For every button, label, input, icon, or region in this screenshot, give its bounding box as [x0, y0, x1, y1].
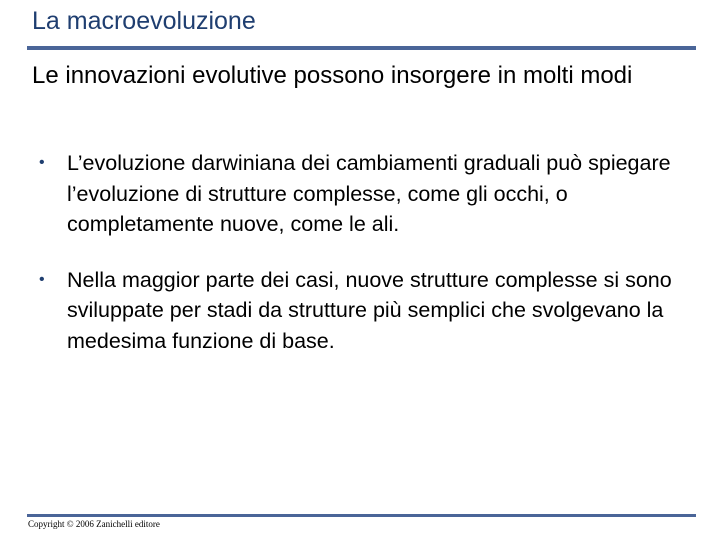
bullet-item	[0, 265, 687, 357]
bullet-icon: •	[39, 154, 45, 171]
bullet-icon: •	[39, 270, 45, 288]
copyright-footer: Copyright © 2006 Zanichelli editore	[28, 519, 160, 529]
bullet-text: Nella maggior parte dei casi, nuove strutture complesse si sono sviluppate per stadi da strutture più semplici che svolgevano la medesima funzione di base.	[67, 267, 672, 353]
slide-subtitle: Le innovazioni evolutive possono insorgere in molti modi	[32, 62, 633, 89]
bullet-list	[0, 148, 720, 381]
footer-divider	[27, 514, 696, 517]
title-divider	[27, 46, 696, 50]
bullet-text: L’evoluzione darwiniana dei cambiamenti graduali può spiegare l’evoluzione di strutture complesse, come gli occhi, o completamente nuove, come le ali.	[67, 151, 671, 236]
bullet-item	[0, 148, 687, 240]
slide-title: La macroevoluzione	[32, 7, 256, 35]
